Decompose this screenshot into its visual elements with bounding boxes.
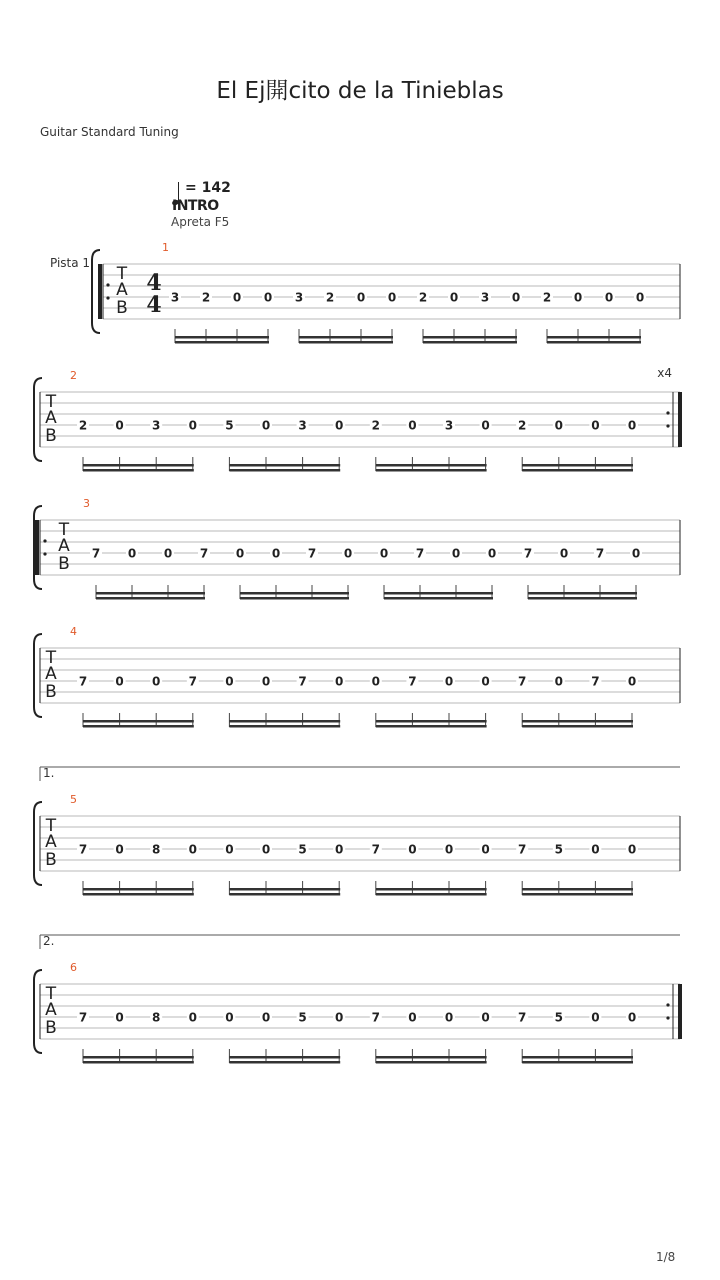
- beam-secondary: [376, 464, 487, 467]
- fret-number: 0: [481, 674, 490, 689]
- tab-clef-letter: A: [45, 1000, 57, 1020]
- fret-number: 0: [387, 290, 397, 305]
- fret-number: 5: [225, 418, 234, 433]
- fret-number: 0: [371, 674, 380, 689]
- tab-clef-letter: A: [45, 408, 57, 428]
- fret-number: 0: [225, 842, 234, 857]
- beam-primary: [229, 1061, 340, 1064]
- fret-number: 0: [408, 842, 417, 857]
- fret-number: 7: [518, 1010, 527, 1025]
- fret-number: 7: [523, 546, 533, 561]
- repeat-dot: [106, 296, 109, 299]
- measure-number: 4: [70, 625, 77, 638]
- tab-clef-letter: A: [45, 832, 57, 852]
- fret-number: 0: [481, 418, 490, 433]
- fret-number: 0: [188, 418, 197, 433]
- fret-number: 0: [115, 1010, 124, 1025]
- beam-primary: [528, 597, 637, 600]
- fret-number: 0: [408, 1010, 417, 1025]
- fret-number: 0: [604, 290, 614, 305]
- fret-number: 0: [163, 546, 173, 561]
- fret-number: 3: [444, 418, 454, 433]
- beam-primary: [376, 469, 487, 472]
- beam-secondary: [376, 720, 487, 723]
- tab-clef-letter: T: [45, 648, 57, 668]
- beam-secondary: [229, 1056, 340, 1059]
- tab-clef-letter: T: [58, 520, 70, 540]
- fret-number: 5: [298, 842, 307, 857]
- beam-primary: [522, 469, 633, 472]
- repeat-dot: [666, 411, 669, 414]
- time-signature-bottom: 4: [146, 292, 162, 318]
- beam-secondary: [299, 336, 393, 339]
- tab-clef-letter: B: [45, 1018, 57, 1038]
- fret-number: 0: [271, 546, 281, 561]
- beam-primary: [229, 469, 340, 472]
- repeat-dot: [43, 539, 46, 542]
- repeat-count: x4: [657, 366, 672, 380]
- fret-number: 7: [518, 842, 527, 857]
- fret-number: 0: [335, 674, 344, 689]
- tab-clef-letter: A: [58, 536, 70, 556]
- measure-number: 6: [70, 961, 77, 974]
- beam-secondary: [522, 464, 633, 467]
- tab-clef-letter: A: [45, 664, 57, 684]
- fret-number: 0: [635, 290, 645, 305]
- beam-secondary: [96, 592, 205, 595]
- beam-primary: [376, 725, 487, 728]
- repeat-dot: [106, 283, 109, 286]
- fret-number: 7: [371, 842, 380, 857]
- beam-primary: [299, 341, 393, 344]
- fret-number: 0: [481, 1010, 490, 1025]
- beam-primary: [384, 597, 493, 600]
- fret-number: 0: [115, 418, 124, 433]
- fret-number: 0: [554, 418, 563, 433]
- beam-secondary: [229, 720, 340, 723]
- fret-number: 0: [511, 290, 521, 305]
- fret-number: 0: [591, 1010, 600, 1025]
- fret-number: 5: [554, 842, 563, 857]
- repeat-start-thick-bar: [98, 264, 102, 319]
- fret-number: 0: [444, 842, 454, 857]
- beam-secondary: [423, 336, 517, 339]
- beam-secondary: [229, 464, 340, 467]
- beam-primary: [175, 341, 269, 344]
- fret-number: 0: [379, 546, 389, 561]
- fret-number: 0: [115, 842, 124, 857]
- fret-number: 3: [170, 290, 180, 305]
- system-bracket: [34, 634, 42, 717]
- repeat-dot: [666, 424, 669, 427]
- measure-number: 2: [70, 369, 77, 382]
- beam-primary: [522, 893, 633, 896]
- tab-clef-letter: B: [58, 554, 70, 574]
- volta-ending-label: 1.: [43, 766, 55, 780]
- tuning-label: Guitar Standard Tuning: [40, 125, 179, 139]
- fret-number: 0: [188, 1010, 197, 1025]
- beam-secondary: [83, 464, 194, 467]
- fret-number: 5: [298, 1010, 307, 1025]
- fret-number: 0: [356, 290, 366, 305]
- beam-primary: [423, 341, 517, 344]
- beam-primary: [547, 341, 641, 344]
- tab-clef-letter: B: [45, 850, 57, 870]
- beam-primary: [83, 725, 194, 728]
- fret-number: 7: [415, 546, 425, 561]
- beam-secondary: [376, 1056, 487, 1059]
- fret-number: 0: [263, 290, 273, 305]
- beam-secondary: [522, 720, 633, 723]
- song-title: El Ej開cito de la Tinieblas: [216, 78, 504, 104]
- fret-number: 7: [91, 546, 101, 561]
- repeat-end-thick-bar: [678, 392, 682, 447]
- beam-primary: [522, 1061, 633, 1064]
- fret-number: 0: [261, 842, 271, 857]
- beam-secondary: [522, 1056, 633, 1059]
- beam-secondary: [376, 888, 487, 891]
- beam-primary: [229, 725, 340, 728]
- fret-number: 8: [152, 1010, 161, 1025]
- tab-clef-letter: T: [116, 264, 128, 284]
- fret-number: 0: [554, 674, 563, 689]
- fret-number: 5: [554, 1010, 563, 1025]
- beam-secondary: [83, 720, 194, 723]
- fret-number: 0: [591, 418, 600, 433]
- fret-number: 0: [559, 546, 569, 561]
- fret-number: 0: [408, 418, 417, 433]
- section-label: INTRO: [172, 198, 219, 214]
- repeat-dot: [43, 552, 46, 555]
- fret-number: 0: [627, 1010, 637, 1025]
- time-signature-top: 4: [146, 270, 162, 296]
- fret-number: 0: [343, 546, 353, 561]
- fret-number: 0: [449, 290, 459, 305]
- fret-number: 7: [188, 674, 197, 689]
- fret-number: 7: [199, 546, 209, 561]
- page-number: 1/8: [656, 1250, 676, 1264]
- repeat-end-thick-bar: [678, 984, 682, 1039]
- beam-secondary: [528, 592, 637, 595]
- beam-secondary: [522, 888, 633, 891]
- fret-number: 7: [78, 842, 88, 857]
- fret-number: 0: [261, 674, 271, 689]
- tab-clef-letter: B: [116, 298, 128, 318]
- beam-secondary: [83, 888, 194, 891]
- fret-number: 2: [325, 290, 335, 305]
- fret-number: 7: [78, 674, 88, 689]
- measure-number: 1: [162, 241, 169, 254]
- fret-number: 2: [518, 418, 527, 433]
- fret-number: 3: [298, 418, 307, 433]
- beam-primary: [376, 893, 487, 896]
- beam-primary: [83, 893, 194, 896]
- fret-number: 0: [335, 842, 344, 857]
- beam-primary: [96, 597, 205, 600]
- tab-clef-letter: T: [45, 816, 57, 836]
- tab-clef-letter: A: [116, 280, 128, 300]
- fret-number: 0: [127, 546, 137, 561]
- fret-number: 0: [444, 1010, 454, 1025]
- fret-number: 7: [307, 546, 317, 561]
- fret-number: 2: [418, 290, 428, 305]
- repeat-dot: [666, 1016, 669, 1019]
- fret-number: 2: [542, 290, 552, 305]
- fret-number: 3: [294, 290, 304, 305]
- fret-number: 0: [444, 674, 454, 689]
- repeat-dot: [666, 1003, 669, 1006]
- beam-primary: [240, 597, 349, 600]
- fret-number: 0: [261, 1010, 271, 1025]
- fret-number: 0: [627, 418, 637, 433]
- fret-number: 0: [188, 842, 197, 857]
- fret-number: 7: [371, 1010, 380, 1025]
- fret-number: 8: [152, 842, 161, 857]
- tab-clef-letter: B: [45, 682, 57, 702]
- measure-number: 5: [70, 793, 77, 806]
- fret-number: 0: [335, 418, 344, 433]
- fret-number: 7: [518, 674, 527, 689]
- volta-ending-label: 2.: [43, 934, 55, 948]
- beam-secondary: [547, 336, 641, 339]
- fret-number: 0: [115, 674, 124, 689]
- fret-number: 0: [451, 546, 461, 561]
- fret-number: 0: [225, 674, 234, 689]
- fret-number: 2: [371, 418, 380, 433]
- beam-secondary: [229, 888, 340, 891]
- tab-clef-letter: B: [45, 426, 57, 446]
- fret-number: 0: [232, 290, 242, 305]
- track-name: Pista 1: [50, 256, 91, 270]
- fret-number: 7: [408, 674, 417, 689]
- beam-primary: [83, 1061, 194, 1064]
- fret-number: 2: [78, 418, 88, 433]
- fret-number: 0: [481, 842, 490, 857]
- beam-primary: [376, 1061, 487, 1064]
- fret-number: 7: [298, 674, 307, 689]
- measure-number: 3: [83, 497, 90, 510]
- tab-clef-letter: T: [45, 984, 57, 1004]
- fret-number: 7: [595, 546, 605, 561]
- beam-primary: [522, 725, 633, 728]
- fret-number: 2: [201, 290, 211, 305]
- fret-number: 0: [591, 842, 600, 857]
- system-bracket: [34, 802, 42, 885]
- fret-number: 0: [225, 1010, 234, 1025]
- tempo-marking: = 142: [185, 180, 231, 196]
- fret-number: 0: [487, 546, 497, 561]
- fret-number: 0: [573, 290, 583, 305]
- fret-number: 3: [480, 290, 490, 305]
- fret-number: 7: [591, 674, 600, 689]
- fret-number: 0: [152, 674, 161, 689]
- fret-number: 0: [261, 418, 271, 433]
- tab-clef-letter: T: [45, 392, 57, 412]
- beam-secondary: [384, 592, 493, 595]
- beam-secondary: [175, 336, 269, 339]
- beam-secondary: [83, 1056, 194, 1059]
- fret-number: 0: [631, 546, 641, 561]
- beam-primary: [229, 893, 340, 896]
- repeat-start-thick-bar: [35, 520, 39, 575]
- annotation-text: Apreta F5: [171, 215, 230, 229]
- system-bracket: [34, 970, 42, 1053]
- fret-number: 0: [627, 842, 637, 857]
- fret-number: 0: [335, 1010, 344, 1025]
- fret-number: 7: [78, 1010, 88, 1025]
- fret-number: 0: [235, 546, 245, 561]
- fret-number: 0: [627, 674, 637, 689]
- beam-primary: [83, 469, 194, 472]
- fret-number: 3: [152, 418, 161, 433]
- system-bracket: [34, 378, 42, 461]
- beam-secondary: [240, 592, 349, 595]
